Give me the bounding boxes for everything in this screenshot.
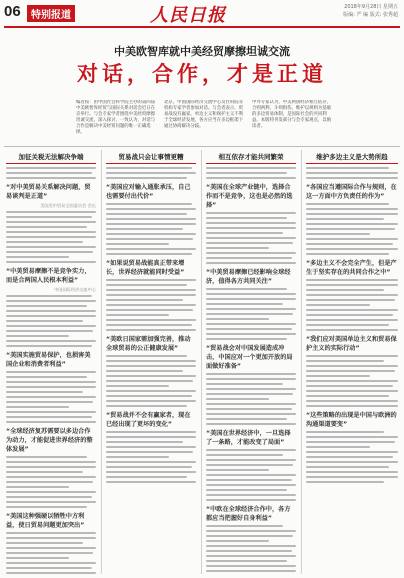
text-line [6,471,83,473]
text-line [106,446,196,448]
text-line [6,167,96,169]
text-line [6,216,92,218]
text-line [206,232,283,234]
section-tag: 特别报道 [27,5,75,22]
text-line [206,333,296,335]
text-line [306,299,395,301]
text-line [206,449,296,451]
masthead [0,0,404,28]
text-line [306,279,398,281]
text-line [106,218,196,220]
text-line [306,289,384,291]
text-line [106,329,196,331]
text-line [306,461,398,463]
text-line [6,330,93,332]
text-line [206,393,293,395]
text-line [206,318,269,320]
text-line [6,406,69,408]
text-line [106,360,196,362]
text-line [306,233,370,235]
body-text-block [206,525,296,574]
text-line [106,441,183,443]
text-line [106,243,169,245]
pull-quote: “各国应当遵国际合作与规则，在这一方面中方负责任的作为” [306,184,397,200]
text-line [6,172,92,174]
text-line [306,309,398,311]
column-4 [304,150,400,574]
text-line [6,221,96,223]
text-line [6,567,92,569]
text-line [106,248,196,250]
text-line [6,476,96,478]
text-line [106,355,187,357]
text-line [6,300,96,302]
pull-quote: “中美贸易摩擦已经影响全球经济，值得各方共同关注” [206,269,291,285]
text-line [206,484,296,486]
text-line [6,211,96,213]
text-line [206,293,296,295]
text-line [6,391,83,393]
pull-quote: “贸易战并不会有赢家者，现在已经出现了更坏的变化” [106,412,191,428]
text-line [6,421,96,423]
pull-quote: “美欧日国家需加强完善，推动全球贸易的公正健康发展” [106,336,191,352]
column-1 [4,150,98,574]
pull-quote: “美国应对输入通胀承压，自己也需要付出代价” [106,184,191,200]
text-line [206,570,296,572]
text-line [206,418,287,420]
text-line [106,299,183,301]
text-line [206,540,269,542]
text-line [306,223,398,225]
text-line [106,400,196,402]
text-line [6,552,93,554]
text-line [6,396,96,398]
text-line [6,572,96,574]
lead-divider [4,146,400,147]
text-line [206,323,296,325]
text-line [106,466,192,468]
text-line [306,466,389,468]
text-line [306,213,398,215]
body-text-block [6,295,96,347]
text-line [206,403,296,405]
body-text-block [106,203,196,255]
text-line [206,227,296,229]
body-text-block [306,431,398,483]
issue-editors: 版编: 严 编 版式: 张秀超 [343,12,398,18]
text-line [6,177,96,179]
text-line [306,248,398,250]
pull-quote: “如果说贸易战能真正带来增长，世界经济就能同时受益” [106,260,185,276]
text-line [206,222,296,224]
body-text-block [206,449,296,501]
text-line [106,385,169,387]
text-line [6,310,96,312]
text-line [306,365,398,367]
text-line [306,441,395,443]
newspaper-logo: 人民日报 [150,5,226,26]
text-line [6,466,96,468]
text-line [306,284,398,286]
text-line [306,390,398,392]
text-line [306,375,370,377]
headline: 对话，合作，才是正道 [77,61,327,86]
text-line [6,562,96,564]
text-line [206,550,292,552]
body-text-block [106,355,196,407]
text-line [106,314,169,316]
column-subhead: 相互依存才能共同繁荣 [206,150,296,164]
text-line [306,314,393,316]
text-line [206,535,293,537]
body-text-block [306,203,398,255]
text-line [106,203,192,205]
text-line [6,411,96,413]
text-line [106,177,187,179]
text-line [306,481,384,483]
text-line [206,212,296,214]
text-line [306,167,389,169]
text-line [6,241,83,243]
text-line [206,454,283,456]
text-line [206,474,296,476]
quote-byline: 中国国际经济交流中心 [54,287,96,292]
column-3 [204,150,298,574]
body-text-block [206,212,296,264]
lead-paragraph-2: 北京、中国国际经济交流中心及社科院等机构专家学者参加对话。与会者表示，贸易战没有赢家，单边主义和保护主义不利于全球经济发展，各方应当在多边框架下通过协商解决分歧。 [164,100,244,129]
text-line [206,413,296,415]
text-line [206,237,296,239]
text-line [306,360,384,362]
text-line [206,167,296,169]
text-line [206,479,292,481]
kicker: 中美欧智库就中美经贸摩擦坦诚交流 [114,45,290,58]
text-line [6,481,93,483]
text-line [106,461,196,463]
text-line [306,329,398,331]
text-line [306,456,393,458]
text-line [306,400,398,402]
text-line [106,289,196,291]
text-line [6,376,87,378]
text-line [306,253,389,255]
text-line [306,370,395,372]
text-line [6,416,92,418]
text-line [206,298,296,300]
text-line [106,279,196,281]
pull-quote: “对中美贸易关系解决问题，贸易谈判是正道” [6,184,91,200]
text-line [306,476,398,478]
text-line [206,242,293,244]
text-line [206,388,296,390]
text-line [306,355,398,357]
issue-meta [343,3,398,19]
column-subhead: 加征关税无法解决争端 [6,150,96,164]
text-line [106,436,196,438]
text-line [306,395,389,397]
body-text-block [206,167,296,179]
text-line [206,262,296,264]
text-line [6,496,92,498]
page-number: 06 [4,3,21,20]
text-line [6,381,96,383]
pull-quote: “这些策略的出现是中国与欧洲的沟通渠道要变” [306,412,397,428]
text-line [306,228,395,230]
text-line [106,238,193,240]
issue-date: 2018年9月28日 星期五 [344,4,398,10]
text-line [206,247,269,249]
pull-quote: “中欧在全球经济合作中，各方都应当把握好自身利益” [206,506,291,522]
body-text-block [306,279,398,331]
text-line [106,390,196,392]
text-line [106,208,196,210]
column-divider [101,150,102,574]
pull-quote: “美国这种强硬以牺牲中方利益，使日贸易问题更加突出” [6,513,85,529]
text-line [6,246,96,248]
text-line [6,557,69,559]
pull-quote: “中美贸易摩擦不是竞争实力，而是合两国人民根本利益” [6,268,91,284]
text-line [106,294,196,296]
text-line [306,431,384,433]
body-text-block [106,279,196,331]
text-line [206,378,296,380]
column-divider [201,150,202,574]
text-line [6,305,87,307]
text-line [106,228,183,230]
text-line [306,446,370,448]
text-line [6,461,96,463]
body-text-block [106,431,196,483]
text-line [206,423,296,425]
text-line [206,398,269,400]
text-line [6,226,87,228]
text-line [206,252,296,254]
text-line [306,177,398,179]
text-line [206,308,296,310]
text-line [306,405,398,407]
text-line [206,313,293,315]
text-line [206,328,292,330]
text-line [206,494,296,496]
text-line [6,547,96,549]
text-line [306,238,398,240]
body-text-block [6,456,96,508]
text-line [206,530,296,532]
text-line [6,371,96,373]
text-line [106,284,187,286]
text-line [106,471,196,473]
text-line [6,456,87,458]
text-line [6,320,83,322]
body-text-block [6,167,96,179]
text-line [106,324,192,326]
pull-quote: “我们应对美国单边主义和贸易保护主义的实际行动” [306,336,397,352]
text-line [306,324,389,326]
text-line [306,471,398,473]
pull-quote: “美国在全球产业链中，选择合作而不是竞争，这也是必然的选择” [206,184,293,209]
pull-quote: “全球经济复苏需要以多边合作为动力，才能促进世界经济的整体发展” [6,428,93,453]
text-line [206,555,296,557]
text-line [206,459,296,461]
text-line [106,365,196,367]
text-line [306,319,398,321]
text-line [6,256,69,258]
text-line [6,325,96,327]
text-line [306,380,398,382]
text-line [6,345,92,347]
body-text-block [306,167,398,179]
text-line [306,208,398,210]
text-line [206,177,296,179]
text-line [6,401,93,403]
column-divider [301,150,302,574]
quote-byline: 美国美中贸易全国委员会 会长 [40,203,96,208]
pull-quote: “多边主义不会完全产生，但是产生于坚实存在的共同合作之中” [306,260,397,276]
text-line [6,335,69,337]
text-line [106,319,196,321]
pull-quote: “美国在世界经济中，一旦选择了一条路，才能改变了局面” [206,430,291,446]
text-line [106,253,192,255]
text-line [106,172,196,174]
text-line [206,373,296,375]
text-line [106,370,183,372]
text-line [206,288,287,290]
text-line [6,386,96,388]
text-line [106,309,193,311]
text-line [306,436,398,438]
text-line [6,486,69,488]
lead-paragraph-1: 编者按：由中国社会科学院主办的第四届中美欧智库经贸与国际关系对话会近日在京举行。与会专家学者围绕中美经贸摩擦坦诚交流，深入探讨，一致认为，对话与合作是解决中美经贸问题的唯一正确选择。 [76,100,156,135]
text-line [106,456,169,458]
text-line [6,506,87,508]
text-line [206,383,283,385]
text-line [106,167,192,169]
text-line [106,431,196,433]
text-line [106,395,192,397]
text-line [6,501,96,503]
body-text-block [106,167,196,179]
text-line [106,223,196,225]
text-line [106,451,193,453]
text-line [206,469,269,471]
text-line [106,481,196,483]
text-line [206,489,287,491]
text-line [206,172,287,174]
text-line [206,545,296,547]
pull-quote: “美国实施贸易保护，也损害美国企业和消费者利益” [6,352,91,368]
text-line [6,261,96,263]
text-line [106,476,187,478]
text-line [106,405,187,407]
text-line [6,236,96,238]
text-line [106,233,196,235]
body-text-block [6,371,96,423]
column-subhead: 维护多边主义是大势所趋 [306,150,398,164]
body-text-block [6,211,96,263]
masthead-rule [4,26,400,28]
column-2 [104,150,198,574]
text-line [106,213,187,215]
text-line [6,231,96,233]
body-text-block [6,532,96,574]
text-line [6,532,96,534]
text-line [6,251,93,253]
body-text-block [306,355,398,407]
lead-paragraph-3: 中外专家认为，中美两国经济相互依存，合则两利、斗则俱伤。维护以规则为基础的多边贸易体制，是国际社会的共同利益。本版特刊发部分与会专家观点，以飨读者。 [252,100,332,129]
text-line [306,294,398,296]
text-line [6,537,96,539]
text-line [306,243,393,245]
text-line [206,565,296,567]
text-line [106,375,196,377]
text-line [6,315,96,317]
text-line [206,303,283,305]
body-text-block [206,373,296,425]
text-line [106,304,196,306]
text-line [306,304,370,306]
pull-quote: “贸易战会对中国发展造成冲击，中国应对一个更加开放的局面做好准备” [206,345,293,370]
text-line [206,560,287,562]
text-line [6,340,96,342]
text-line [6,491,96,493]
text-line [206,525,283,527]
body-text-block [206,288,296,340]
text-line [106,380,193,382]
text-line [206,338,287,340]
text-line [6,542,83,544]
text-line [206,257,292,259]
text-line [6,295,92,297]
text-line [306,203,389,205]
text-line [206,499,296,501]
text-line [206,464,293,466]
text-line [306,172,398,174]
text-line [206,217,287,219]
text-line [306,385,393,387]
column-subhead: 贸易战只会让事情更糟 [106,150,196,164]
text-line [206,408,292,410]
text-line [306,451,398,453]
text-line [306,218,384,220]
